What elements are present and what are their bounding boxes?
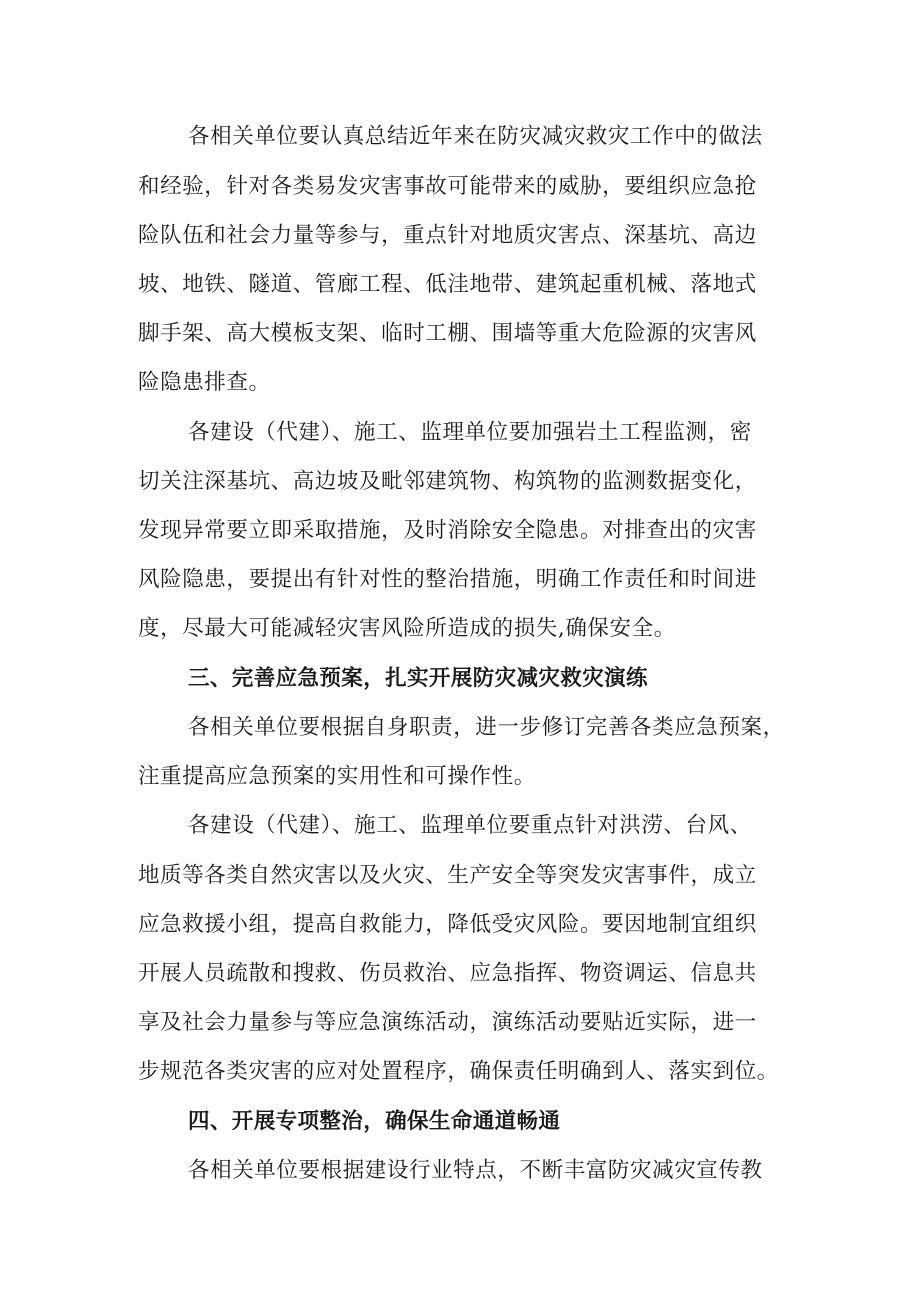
body-line: 各建设（代建）、施工、监理单位要加强岩土工程监测，密	[188, 420, 752, 445]
body-line: 发现异常要立即采取措施，及时消除安全隐患。对排查出的灾害	[138, 518, 757, 543]
section-heading-4: 四、开展专项整治，确保生命通道畅通	[188, 1109, 561, 1134]
body-line: 地质等各类自然灾害以及火灾、生产安全等突发灾害事件，成立	[138, 863, 757, 888]
section-heading-3: 三、完善应急预案，扎实开展防灾减灾救灾演练	[188, 666, 648, 691]
body-line: 切关注深基坑、高边坡及毗邻建筑物、构筑物的监测数据变化，	[138, 469, 757, 494]
body-line: 各建设（代建）、施工、监理单位要重点针对洪涝、台风、	[188, 813, 752, 838]
body-line: 注重提高应急预案的实用性和可操作性。	[138, 764, 536, 789]
body-line: 和经验，针对各类易发灾害事故可能带来的威胁，要组织应急抢	[138, 174, 757, 199]
body-line: 步规范各类灾害的应对处置程序，确保责任明确到人、落实到位。	[138, 1059, 779, 1084]
body-line: 各相关单位要根据自身职责，进一步修订完善各类应急预案，	[188, 715, 785, 740]
body-line: 享及社会力量参与等应急演练活动，演练活动要贴近实际，进一	[138, 1010, 757, 1035]
body-line: 脚手架、高大模板支架、临时工棚、围墙等重大危险源的灾害风	[138, 321, 757, 346]
body-line: 险队伍和社会力量等参与，重点针对地质灾害点、深基坑、高边	[138, 223, 757, 248]
body-line: 坡、地铁、隧道、管廊工程、低洼地带、建筑起重机械、落地式	[138, 272, 757, 297]
body-line: 险隐患排查。	[138, 370, 271, 395]
body-line: 度，尽最大可能减轻灾害风险所造成的损失,确保安全。	[138, 616, 676, 641]
body-line: 各相关单位要根据建设行业特点，不断丰富防灾减灾宣传教	[188, 1158, 763, 1183]
body-line: 应急救援小组，提高自救能力，降低受灾风险。要因地制宜组织	[138, 912, 757, 937]
body-line: 风险隐患，要提出有针对性的整治措施，明确工作责任和时间进	[138, 567, 757, 592]
body-line: 开展人员疏散和搜救、伤员救治、应急指挥、物资调运、信息共	[138, 961, 757, 986]
body-line: 各相关单位要认真总结近年来在防灾减灾救灾工作中的做法	[188, 124, 763, 149]
